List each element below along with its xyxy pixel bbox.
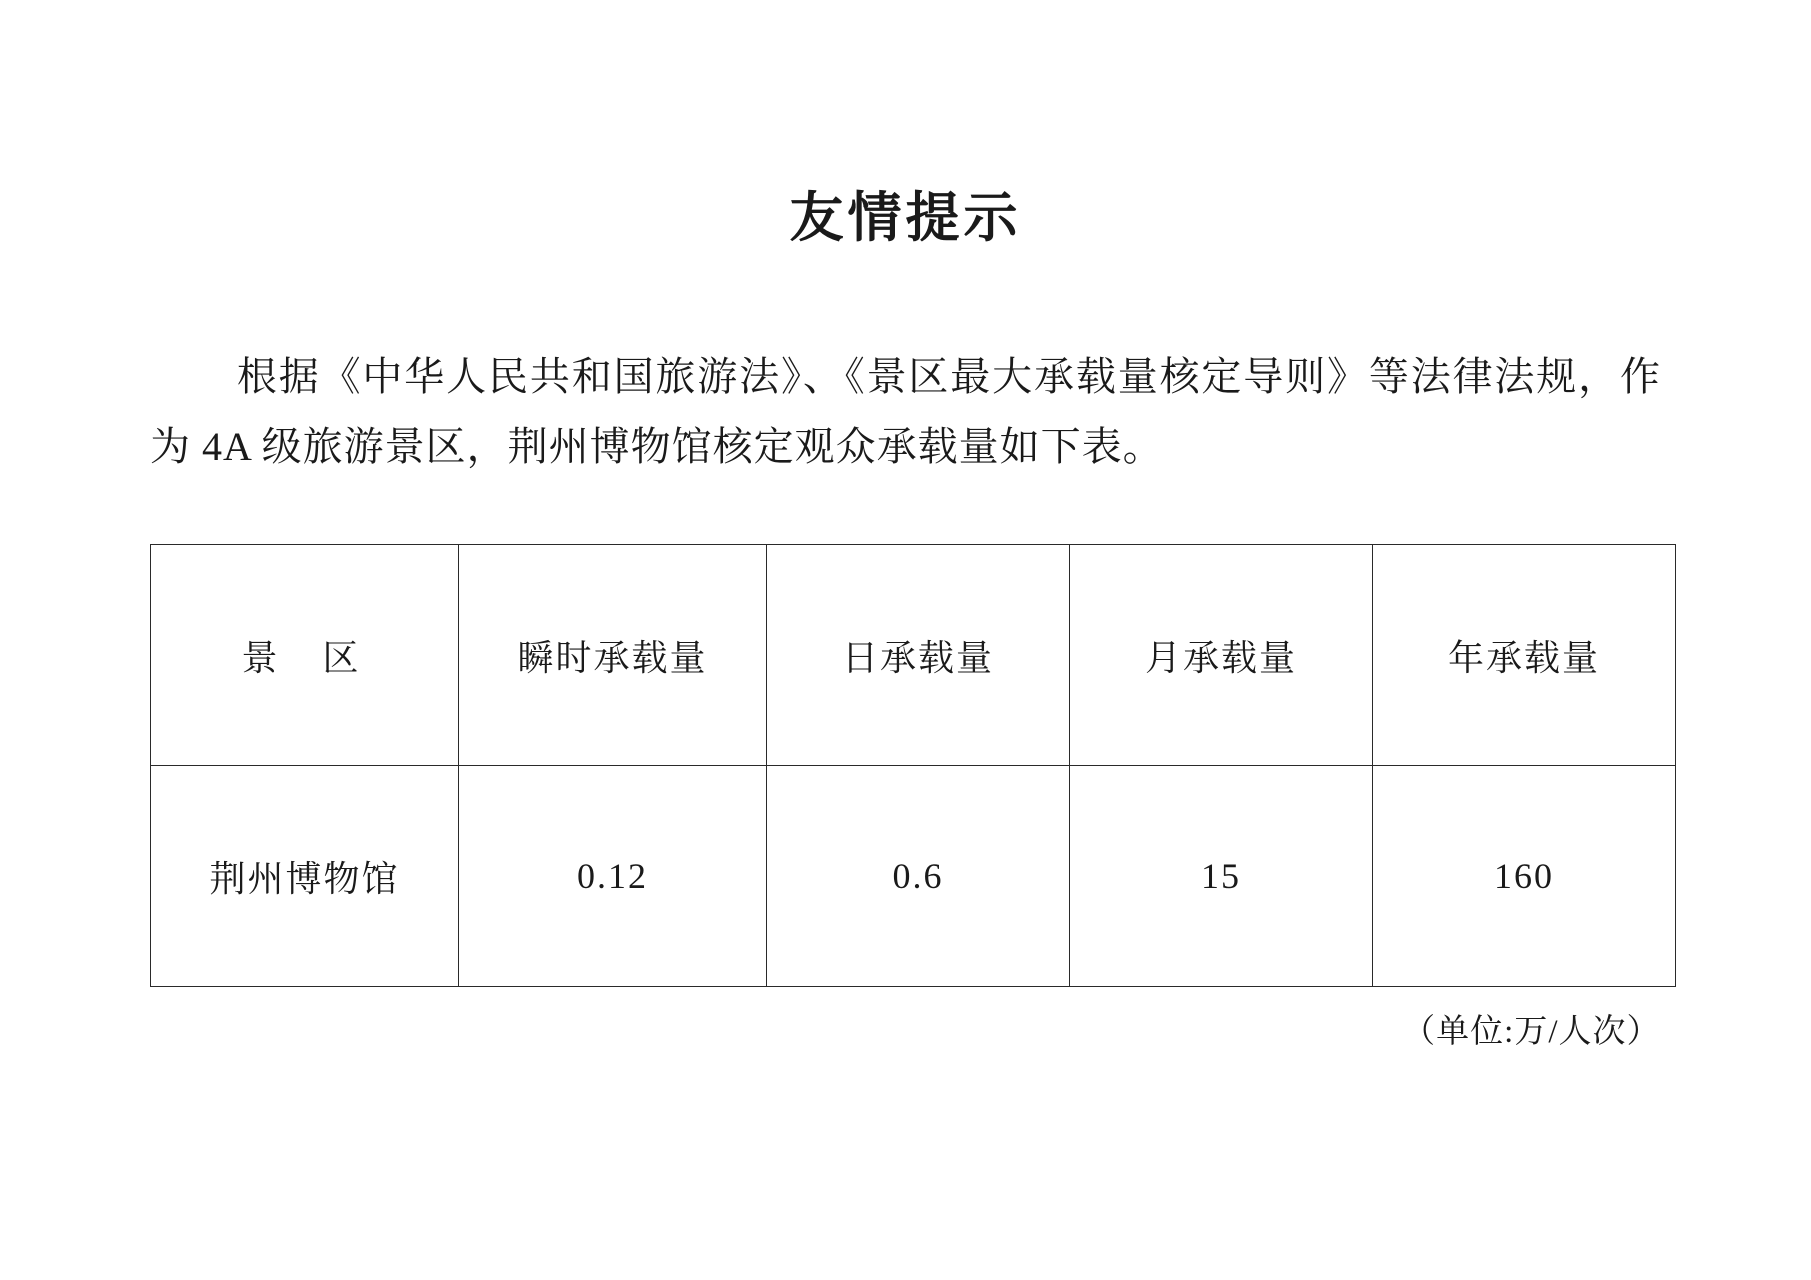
table-header-scenic-label: 景 区 — [241, 637, 377, 678]
cell-monthly-capacity: 15 — [1070, 766, 1373, 987]
cell-instant-capacity: 0.12 — [459, 766, 767, 987]
table-header-row — [151, 545, 1676, 766]
page-title: 友情提示 — [789, 188, 1022, 248]
capacity-table — [150, 544, 1676, 987]
paragraph-text: 根据《中华人民共和国旅游法》、《景区最大承载量核定导则》等法律法规，作为 4A 级旅游景区，荆州博物馆核定观众承载量如下表。 — [150, 354, 1661, 469]
cell-scenic-name: 荆州博物馆 — [151, 766, 459, 987]
unit-note: （单位:万/人次） — [1402, 1014, 1661, 1050]
table-header-instant: 瞬时承载量 — [459, 545, 767, 766]
table-header-monthly: 月承载量 — [1070, 545, 1373, 766]
table-header-yearly: 年承载量 — [1373, 545, 1676, 766]
cell-daily-capacity: 0.6 — [767, 766, 1070, 987]
cell-yearly-capacity: 160 — [1373, 766, 1676, 987]
table-row — [151, 766, 1676, 987]
body-paragraph — [150, 252, 1661, 482]
capacity-table-wrapper — [150, 482, 1661, 1052]
table-header-scenic — [151, 545, 459, 766]
table-header-daily: 日承载量 — [767, 545, 1070, 766]
